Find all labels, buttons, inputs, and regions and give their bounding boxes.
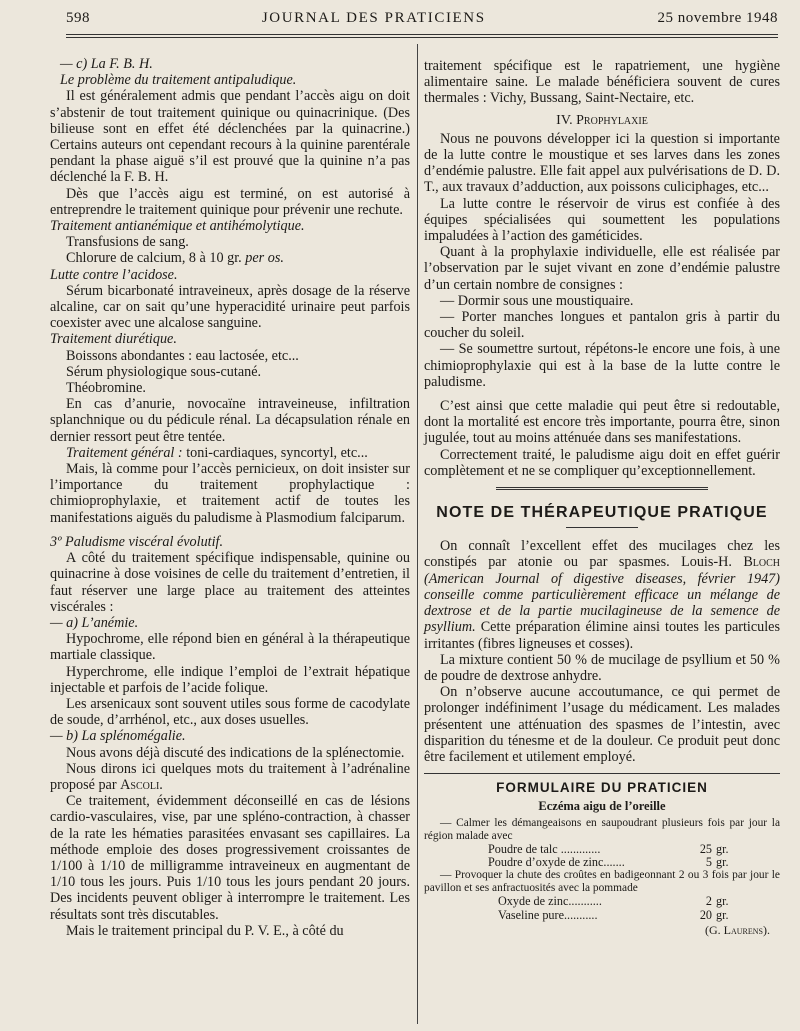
list-line: Boissons abondantes : eau lactosée, etc...	[66, 347, 299, 364]
note-text: On connaît l’excellent effet des mucilages chez les constipés par atonie ou par spasmes. Louis-H.	[424, 538, 780, 571]
page-header	[66, 10, 778, 32]
recipe-ingredient: Poudre de talc .............	[488, 841, 601, 856]
subsection-a-heading: — a) L’anémie.	[50, 614, 139, 631]
list-line: — Dormir sous une moustiquaire.	[440, 292, 634, 309]
paragraph: A côté du traitement spécifique indispensable, quinine ou quinacrine à dose voisines de celle du traitement d’entretien, il faut réserver une large place au traitement des atteintes viscérales :	[50, 550, 410, 615]
list-line: Sérum physiologique sous-cutané.	[66, 363, 262, 380]
note-text-end: Cette préparation élimine ainsi toutes les particules irritantes (fibres ligneuses et cosses).	[424, 619, 780, 652]
paragraph: Mais, là comme pour l’accès pernicieux, on doit insister sur l’importance du traitement prophylactique : chimioprophylaxie, et traitement actif de toutes les manifestations aiguës du paludisme à Plasmodium falciparum.	[50, 461, 410, 526]
recipe-row	[424, 843, 780, 856]
recipe-quantity: 20	[699, 907, 712, 922]
section-iv-heading	[424, 113, 780, 129]
author-signature: (G. Laurens).	[705, 923, 770, 938]
list-line: — Porter manches longues et pantalon gris à partir du coucher du soleil.	[424, 309, 780, 342]
paragraph: Sérum bicarbonaté intraveineux, après dosage de la réserve alcaline, car on sait qu’une hyperacidité urinaire peut parfois coexister avec une alcalose sanguine.	[50, 282, 410, 332]
header-rule-lower	[66, 37, 778, 38]
paragraph-end: .	[159, 776, 163, 793]
page-number: 598	[66, 10, 90, 26]
subheading-acidose: Lutte contre l’acidose.	[50, 266, 178, 283]
subheading-antianemique: Traitement antianémique et antihémolytique.	[50, 218, 305, 235]
list-line: Théobromine.	[66, 380, 146, 397]
formulaire-subtitle: Eczéma aigu de l’oreille	[538, 799, 666, 814]
paragraph: Il est généralement admis que pendant l’accès aigu on doit s’abstenir de tout traitement quinique ou quinacrinique. (Des bilieuse sont en effet été déclenchées par la quinacrine.) Certains auteurs ont cependant recours à la quinine parentérale pendant la phase aiguë s’il est prouvé que la quinine n’a pas déclenché la F. B. H.	[50, 88, 410, 186]
paragraph-text: Nous dirons ici quelques mots du traitement à l’adrénaline proposé par	[50, 760, 410, 793]
paragraph: La lutte contre le réservoir de virus est confiée à des équipes spécialisées qui soumettent les populations impaludées à l’action des gaméticides.	[424, 195, 780, 245]
column-divider	[417, 44, 418, 1024]
recipe-unit: gr.	[716, 894, 729, 909]
author-ascoli: Ascoli	[120, 776, 160, 793]
spacer	[50, 526, 410, 534]
section-c-heading: — c) La F. B. H.	[60, 56, 153, 72]
recipe-ingredient: Vaseline pure...........	[498, 907, 598, 922]
paragraph: Hypochrome, elle répond bien en général à la thérapeutique martiale classique.	[50, 631, 410, 664]
section-name: Prophylaxie	[576, 112, 648, 128]
paragraph: Correctement traité, le paludisme aigu doit en effet guérir complètement et ne se compliquer qu’exceptionnellement.	[424, 446, 780, 479]
author-bloch: Bloch	[743, 554, 780, 571]
paragraph: En cas d’anurie, novocaïne intraveineuse, infiltration splanchnique ou du pédicule rénal. La décapsulation rénale en dernier ressort peut être tentée.	[50, 396, 410, 445]
list-line-text: Chlorure de calcium, 8 à 10 gr.	[66, 250, 246, 267]
paragraph: On n’observe aucune accoutumance, ce qui permet de prolonger indéfiniment l’usage du médicament. Les malades présentent une atténuation des spasmes de l’intestin, avec disparition du ténesme et de la douleur. Ce produit peut donc être facilement et utilement employé.	[424, 684, 780, 765]
paragraph: La mixture contient 50 % de mucilage de psyllium et 50 % de poudre de dextrose anhydre.	[424, 651, 780, 684]
note-paragraph	[424, 538, 780, 651]
recipe-row	[424, 895, 780, 908]
section-divider	[424, 773, 780, 774]
paragraph: Ce traitement, évidemment déconseillé en cas de lésions cardio-vasculaires, vise, par une spléno-contraction, à chasser de la rate les hématies parasitées envasant ses capillaires. La méthode emploie des doses progressivement croissantes de 1/100 à 1/10 de milligramme intraveineux en augmentant de 1/10 tous les jours. Puis 1/10 tous les jours pendant 20 jours. Des incidents peuvent obliger à interrompre le traitement. Les résultats sont très discutables.	[50, 793, 410, 923]
section-3-heading: 3º Paludisme viscéral évolutif.	[50, 533, 224, 550]
spacer	[424, 390, 780, 398]
formulaire-instruction: — Provoquer la chute des croûtes en badigeonnant 2 ou 3 fois par jour le pavillon et ses anfractuosités avec la pommade	[424, 869, 780, 895]
recipe-ingredient: Oxyde de zinc...........	[498, 894, 602, 909]
paragraph: Les arsenicaux sont souvent utiles sous forme de cacodylate de soude, d’arrhénol, etc., aux doses usuelles.	[50, 695, 410, 729]
recipe-ingredient: Poudre d’oxyde de zinc.......	[488, 854, 625, 869]
general-text: toni-cardiaques, syncortyl, etc...	[182, 444, 368, 461]
title-underline	[566, 527, 638, 528]
recipe-row	[424, 909, 780, 922]
section-c-subheading: Le problème du traitement antipaludique.	[60, 72, 297, 89]
paragraph: Dès que l’accès aigu est terminé, on est autorisé à entreprendre le traitement quinique pour prévenir une rechute.	[50, 185, 410, 218]
list-line	[50, 250, 410, 266]
journal-title: JOURNAL DES PRATICIENS	[261, 10, 486, 26]
recipe-row	[424, 856, 780, 869]
recipe-quantity: 25	[699, 841, 712, 856]
formulaire-title: FORMULAIRE DU PRATICIEN	[496, 780, 708, 796]
paragraph: traitement spécifique est le rapatriement, une hygiène alimentaire saine. Le malade bénéficiera souvent de cures thermales : Vichy, Bussang, Saint-Nectaire, etc.	[424, 58, 780, 107]
recipe-unit: gr.	[716, 907, 729, 922]
paragraph: Nous avons déjà discuté des indications de la splénectomie.	[66, 744, 405, 761]
recipe-quantity: 2	[705, 894, 712, 909]
paragraph-ascoli	[50, 761, 410, 793]
paragraph: Hyperchrome, elle indique l’emploi de l’extrait hépatique injectable et parfois de l’acide folique.	[50, 663, 410, 696]
header-rule	[66, 34, 778, 35]
paragraph: C’est ainsi que cette maladie qui peut être si redoutable, dont la mortalité est encore très importante, pourra être, sinon jugulée, tout au moins atténuée dans ses manifestations.	[424, 398, 780, 447]
paragraph: Quant à la prophylaxie individuelle, elle est réalisée par l’observation par le sujet vivant en zone d’endémie palustre d’un certain nombre de consignes :	[424, 244, 780, 293]
paragraph: Mais le traitement principal du P. V. E., à côté du	[66, 922, 344, 939]
subsection-b-heading: — b) La splénomégalie.	[50, 728, 186, 745]
section-number: IV.	[556, 112, 577, 128]
recipe-quantity: 5	[705, 854, 712, 869]
paragraph: Nous ne pouvons développer ici la question si importante de la lutte contre le moustique et ses larves dans les zones d’endémie palustre. Elle fait appel aux pulvérisations de D. D. T., aux travaux d’adduction, aux poissons culiciphages, etc...	[424, 130, 780, 196]
left-column	[50, 56, 410, 1031]
note-title: NOTE DE THÉRAPEUTIQUE PRATIQUE	[436, 504, 768, 522]
issue-date: 25 novembre 1948	[657, 10, 778, 26]
right-column	[424, 58, 780, 1031]
note-emphasis: dextrose et de la partie mucilagineuse de la semence de psyllium.	[424, 603, 780, 636]
note-citation: (American Journal of digestive diseases, février 1947) conseille comme particulièrement efficace un mélange de	[424, 570, 780, 603]
list-line-italic: per os.	[245, 250, 284, 267]
list-line: — Se soumettre surtout, répétons-le encore une fois, à une chimioprophylaxie qui est à la base de la lutte contre le paludisme.	[424, 341, 780, 390]
recipe-unit: gr.	[716, 841, 729, 856]
recipe-unit: gr.	[716, 854, 729, 869]
subheading-diuretique: Traitement diurétique.	[50, 331, 177, 348]
list-line: Transfusions de sang.	[66, 234, 189, 251]
formulaire-instruction: — Calmer les démangeaisons en saupoudrant plusieurs fois par jour la région malade avec	[424, 816, 780, 842]
subheading-general: Traitement général :	[66, 444, 183, 461]
section-divider	[496, 487, 708, 493]
paragraph-general	[50, 445, 410, 461]
